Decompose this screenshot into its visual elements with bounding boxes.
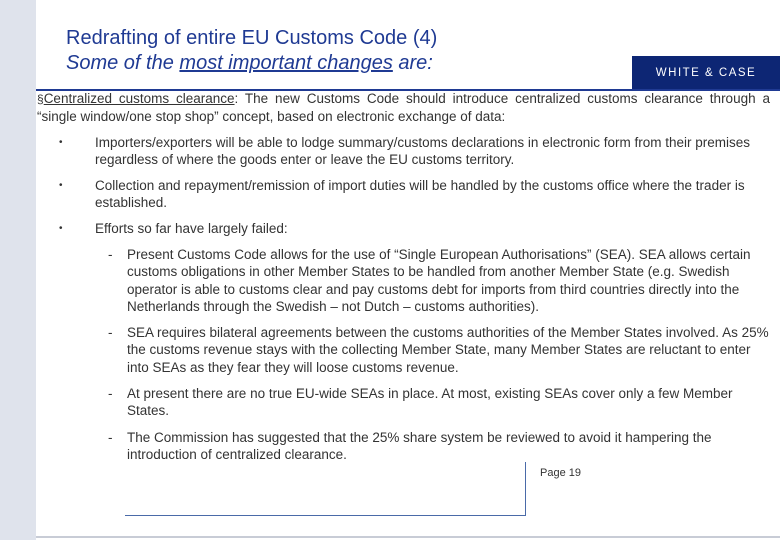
title-line-2-pre: Some of the <box>66 52 180 74</box>
bullet-item <box>37 134 770 168</box>
dash-icon: - <box>108 325 113 341</box>
title-line-2-underlined: most important changes <box>179 52 393 74</box>
sub-bullet-item <box>95 324 770 376</box>
bullet-icon: • <box>59 180 63 191</box>
bullet-text: Efforts so far have largely failed: <box>95 221 288 236</box>
slide-body <box>37 90 770 463</box>
bullet-icon: • <box>59 137 63 148</box>
dash-icon: - <box>108 386 113 402</box>
bullet-list <box>37 134 770 463</box>
bullet-text: Collection and repayment/remission of import duties will be handled by the customs office where the trader is established. <box>95 178 745 210</box>
dash-icon: - <box>108 429 113 445</box>
sub-bullet-text: SEA requires bilateral agreements between the customs authorities of the Member States involved. As 25% the customs revenue stays with the collecting Member State, many Member States are reluctant to enter into SEAs as they fear they will loose customs revenue. <box>127 325 769 375</box>
sub-bullet-item <box>95 429 770 464</box>
slide-bottom-line <box>36 536 780 538</box>
bullet-item <box>37 220 770 463</box>
white-and-case-logo: WHITE & CASE <box>632 56 780 90</box>
footer-box-right-line <box>525 462 526 516</box>
title-line-2 <box>66 51 626 76</box>
intro-text: : The new Customs Code should introduce centralized customs clearance through a “single window/one stop shop” concept, based on electronic exchange of data: <box>37 91 770 124</box>
sub-bullet-text: At present there are no true EU-wide SEAs in place. At most, existing SEAs cover only a few Member States. <box>127 386 733 419</box>
bullet-item <box>37 177 770 211</box>
intro-paragraph <box>37 90 770 125</box>
title-line-1: Redrafting of entire EU Customs Code (4) <box>66 27 438 49</box>
left-side-bar <box>0 0 36 540</box>
sub-bullet-item <box>95 246 770 315</box>
bullet-icon: • <box>59 223 63 234</box>
dash-icon: - <box>108 247 113 262</box>
title-line-2-post: are: <box>392 52 433 74</box>
sub-bullet-list <box>95 246 770 463</box>
bullet-text: Importers/exporters will be able to lodge summary/customs declarations in electronic form from their premises regardless of where the goods enter or leave the EU customs territory. <box>95 135 750 167</box>
section-marker-icon: § <box>37 92 44 106</box>
footer-box-bottom-line <box>125 515 526 516</box>
sub-bullet-item <box>95 385 770 420</box>
sub-bullet-text: The Commission has suggested that the 25% share system be reviewed to avoid it hampering the introduction of centralized clearance. <box>127 429 712 462</box>
slide-title <box>66 26 626 76</box>
sub-bullet-text: Present Customs Code allows for the use of “Single European Authorisations” (SEA). SEA allows certain customs obligations in other Member States to be handled from another Member State (e.g. Swedish operator is able to customs clear and pay customs debt for imports from third countries directly into the Netherlands through the Swedish – not Dutch – customs authorities). <box>127 247 751 314</box>
page-number: Page 19 <box>540 467 581 479</box>
intro-underlined-term: Centralized customs clearance <box>43 91 235 106</box>
